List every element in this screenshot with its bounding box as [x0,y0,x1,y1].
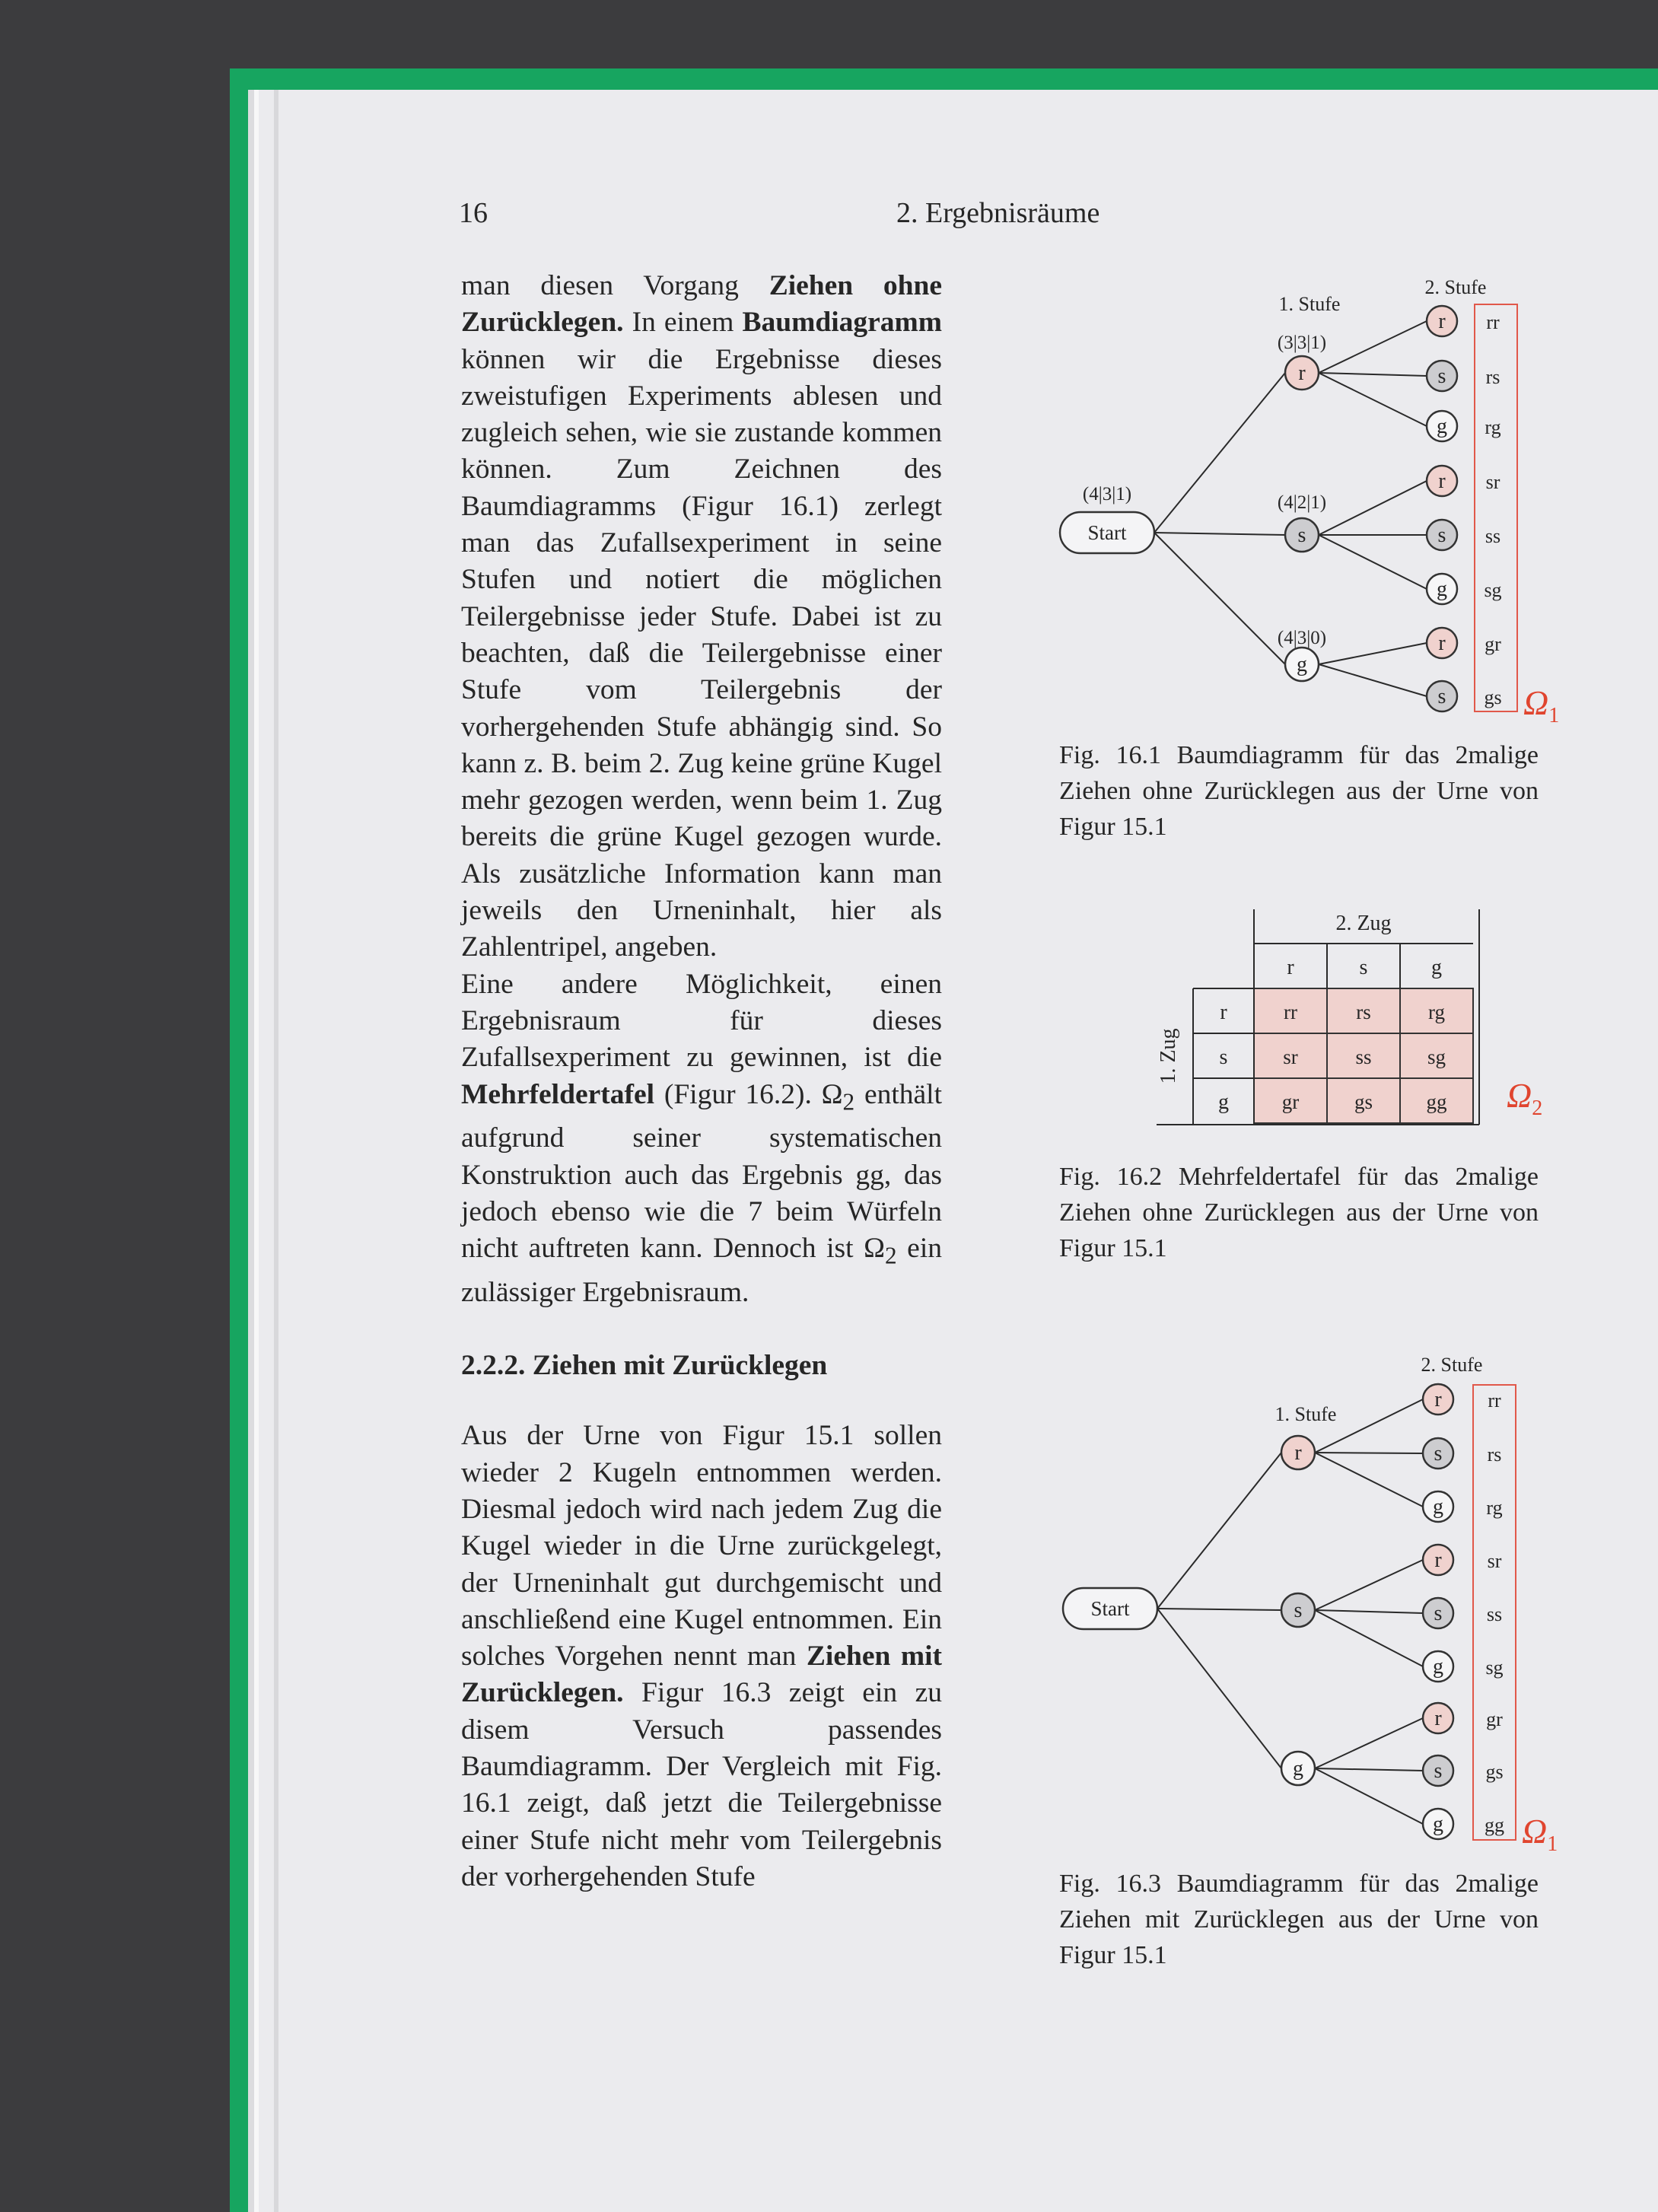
fig1-edge-start-1 [1154,533,1285,535]
fig3-stage2-node-5-label: g [1433,1655,1443,1679]
fig2-col-header: 2. Zug [1335,912,1392,935]
fig1-edge-0-2 [1319,373,1427,426]
fig1-triple-r: (3|3|1) [1277,333,1327,353]
fig3-edge-1-3 [1315,1560,1423,1610]
fig3-edge-2-6 [1315,1718,1423,1768]
fig3-stage2-node-4-label: s [1434,1602,1443,1625]
fig1-edge-2-7 [1319,664,1427,696]
fig1-stage1-label: 1. Stufe [1278,293,1341,315]
fig1-start-label: Start [1087,521,1127,544]
fig2-cell-sr: sr [1283,1046,1298,1068]
fig1-edge-1-3 [1319,481,1427,535]
fig1-edge-start-0 [1154,373,1285,533]
fig3-edge-1-5 [1315,1610,1423,1666]
fig3-omega: $\Omega_1$ [1522,1812,1558,1856]
fig3-edge-2-8 [1315,1768,1423,1824]
fig1-edge-0-1 [1319,373,1427,376]
fig2-cell-rr: rr [1284,1001,1297,1023]
fig3-outcome-gr: gr [1486,1708,1503,1730]
fig3-stage2-node-6-label: r [1434,1707,1442,1730]
fig1-outcome-rs: rs [1485,366,1500,388]
fig1-triple-g: (4|3|0) [1277,628,1327,648]
fig1-stage1-node-s-label: s [1297,524,1306,547]
page-number: 16 [459,197,488,229]
fig3-outcome-sg: sg [1485,1657,1504,1679]
fig3-outcome-rs: rs [1487,1443,1502,1466]
fig2-cell-gg: gg [1426,1090,1447,1113]
fig2-cell-gs: gs [1354,1090,1373,1113]
fig2-omega: $\Omega_2$ [1507,1076,1543,1120]
fig1-edge-0-0 [1319,321,1427,373]
fig1-omega: $\Omega_1$ [1523,683,1560,727]
fig3-outcome-rr: rr [1488,1389,1501,1412]
fig1-stage2-node-2-label: g [1437,415,1447,438]
fig3-outcome-ss: ss [1486,1603,1503,1625]
fig3-start-label: Start [1090,1597,1130,1620]
fig2-cell-gr: gr [1281,1090,1300,1113]
fig1-stage2-node-0-label: r [1438,310,1446,333]
fig1-outcome-ss: ss [1485,525,1501,547]
fig3-caption: Fig. 16.3 Baumdiagramm für das 2malige Ziehen mit Zurücklegen aus der Urne von Figur 15.1 [1059,1870,1539,1969]
fig3-edge-start-1 [1157,1609,1281,1610]
paragraph-2: Eine andere Möglichkeit, einen Ergebnisraum für dieses Zufallsexperiment zu gewinnen, ist die Mehrfeldertafel (Figur 16.2). $\Omega_2$ enthält aufgrund seiner systematischen Konstruktion auch das Ergebnis gg, das jedoch ebenso wie die 7 beim Würfeln nicht auftreten kann. Dennoch ist $\Omega_2$ ein zulässiger Ergebnisraum. [461,968,942,1309]
fig1-outcome-gs: gs [1484,686,1502,708]
fig1-outcome-rg: rg [1485,416,1501,438]
fig2-row-g: g [1218,1090,1229,1114]
fig3-stage2-node-3-label: r [1434,1548,1442,1572]
fig1-start-triple: (4|3|1) [1082,484,1132,504]
fig1-stage1-node-r-label: r [1298,361,1306,385]
fig3-stage1-node-g-label: g [1293,1757,1303,1781]
fig3-stage1-node-r-label: r [1294,1441,1302,1465]
fig2-row-s: s [1219,1046,1228,1069]
fig1-triple-s: (4|2|1) [1277,492,1327,513]
fig2-caption: Fig. 16.2 Mehrfeldertafel für das 2malige Ziehen ohne Zurücklegen aus der Urne von Figur 15.1 [1059,1163,1539,1262]
fig2-cell-rs: rs [1356,1001,1371,1023]
fig1-stage2-node-1-label: s [1437,364,1446,388]
fig2-cell-sg: sg [1427,1046,1446,1068]
fig2-col-r: r [1287,956,1294,979]
fig3-outcome-gg: gg [1485,1814,1504,1836]
fig1-edge-1-5 [1319,535,1427,589]
paragraph-1: man diesen Vorgang Ziehen ohne Zurücklegen. In einem Baumdiagramm können wir die Ergebnisse dieses zweistufigen Experiments ablesen und zugleich sehen, wie sie zustande kommen können. Zum Zeichnen des Baumdiagramms (Figur 16.1) zerlegt man das Zufallsexperiment in seine Stufen und notiert die möglichen Teilergebnisse jeder Stufe. Dabei ist zu beachten, daß die Teilergebnisse einer Stufe vom Teilergebnis der vorhergehenden Stufe abhängig sind. So kann z. B. beim 2. Zug keine grüne Kugel mehr gezogen werden, wenn beim 1. Zug bereits die grüne Kugel gezogen wurde. Als zusätzliche Information kann man jeweils den Urneninhalt, hier als Zahlentripel, angeben. [461,270,942,963]
fig1-stage2-node-3-label: r [1438,469,1446,493]
fig3-outcome-gs: gs [1485,1761,1504,1783]
fig1-caption: Fig. 16.1 Baumdiagramm für das 2malige Ziehen ohne Zurücklegen aus der Urne von Figur 15.1 [1059,741,1539,841]
fig1-stage2-node-5-label: g [1437,578,1447,601]
fig3-edge-0-2 [1315,1453,1423,1507]
fig1-outcome-gr: gr [1485,633,1501,655]
paragraph-3: Aus der Urne von Figur 15.1 sollen wieder 2 Kugeln entnommen werden. Diesmal jedoch wird nach jedem Zug die Kugel wieder in die Urne zurückgelegt, der Urneninhalt gut durchgemischt und anschließend eine Kugel entnommen. Ein solches Vorgehen nennt man Ziehen mit Zurücklegen. Figur 16.3 zeigt ein zu disem Versuch passendes Baumdiagramm. Der Vergleich mit Fig. 16.1 zeigt, daß jetzt die Teilergebnisse einer Stufe nicht mehr vom Teilergebnis der vorhergehenden Stufe [461,1420,942,1892]
fig1-stage2-node-7-label: s [1437,685,1446,708]
fig3-outcome-rg: rg [1486,1497,1503,1519]
fig2-cell-rg: rg [1427,1001,1446,1023]
fig1-stage2-label: 2. Stufe [1424,276,1487,298]
fig2-row-r: r [1220,1001,1227,1024]
fig3-edge-start-0 [1157,1453,1281,1609]
fig1-outcome-sr: sr [1485,471,1500,493]
fig2-col-s: s [1359,956,1368,979]
fig2-cell-ss: ss [1355,1046,1372,1068]
fig1-edge-2-6 [1319,643,1427,664]
fig3-stage1-label: 1. Stufe [1275,1403,1337,1425]
fig3-stage2-label: 2. Stufe [1421,1354,1483,1376]
fig3-stage2-node-2-label: g [1433,1495,1443,1519]
fig3-stage1-node-s-label: s [1294,1599,1303,1622]
fig1-stage2-node-4-label: s [1437,524,1446,547]
fig1-stage1-node-g-label: g [1297,653,1307,676]
fig3-stage2-node-8-label: g [1433,1813,1443,1836]
fig3-stage2-node-0-label: r [1434,1388,1442,1412]
fig1-outcome-rr: rr [1486,311,1500,333]
fig3-stage2-node-7-label: s [1434,1759,1443,1783]
fig2-col-g: g [1431,956,1442,979]
section-heading: 2.2.2. Ziehen mit Zurücklegen [461,1350,828,1382]
fig1-stage2-node-6-label: r [1438,632,1446,655]
fig3-stage2-node-1-label: s [1434,1442,1443,1466]
fig3-edge-start-2 [1157,1609,1281,1768]
fig2-row-header: 1. Zug [1157,1028,1180,1084]
fig1-edge-start-2 [1154,533,1285,664]
fig1-outcome-sg: sg [1484,579,1502,601]
fig3-edge-2-7 [1315,1768,1423,1771]
chapter-title: 2. Ergebnisräume [896,197,1100,229]
fig3-edge-1-4 [1315,1610,1423,1613]
fig3-outcome-sr: sr [1487,1550,1502,1572]
